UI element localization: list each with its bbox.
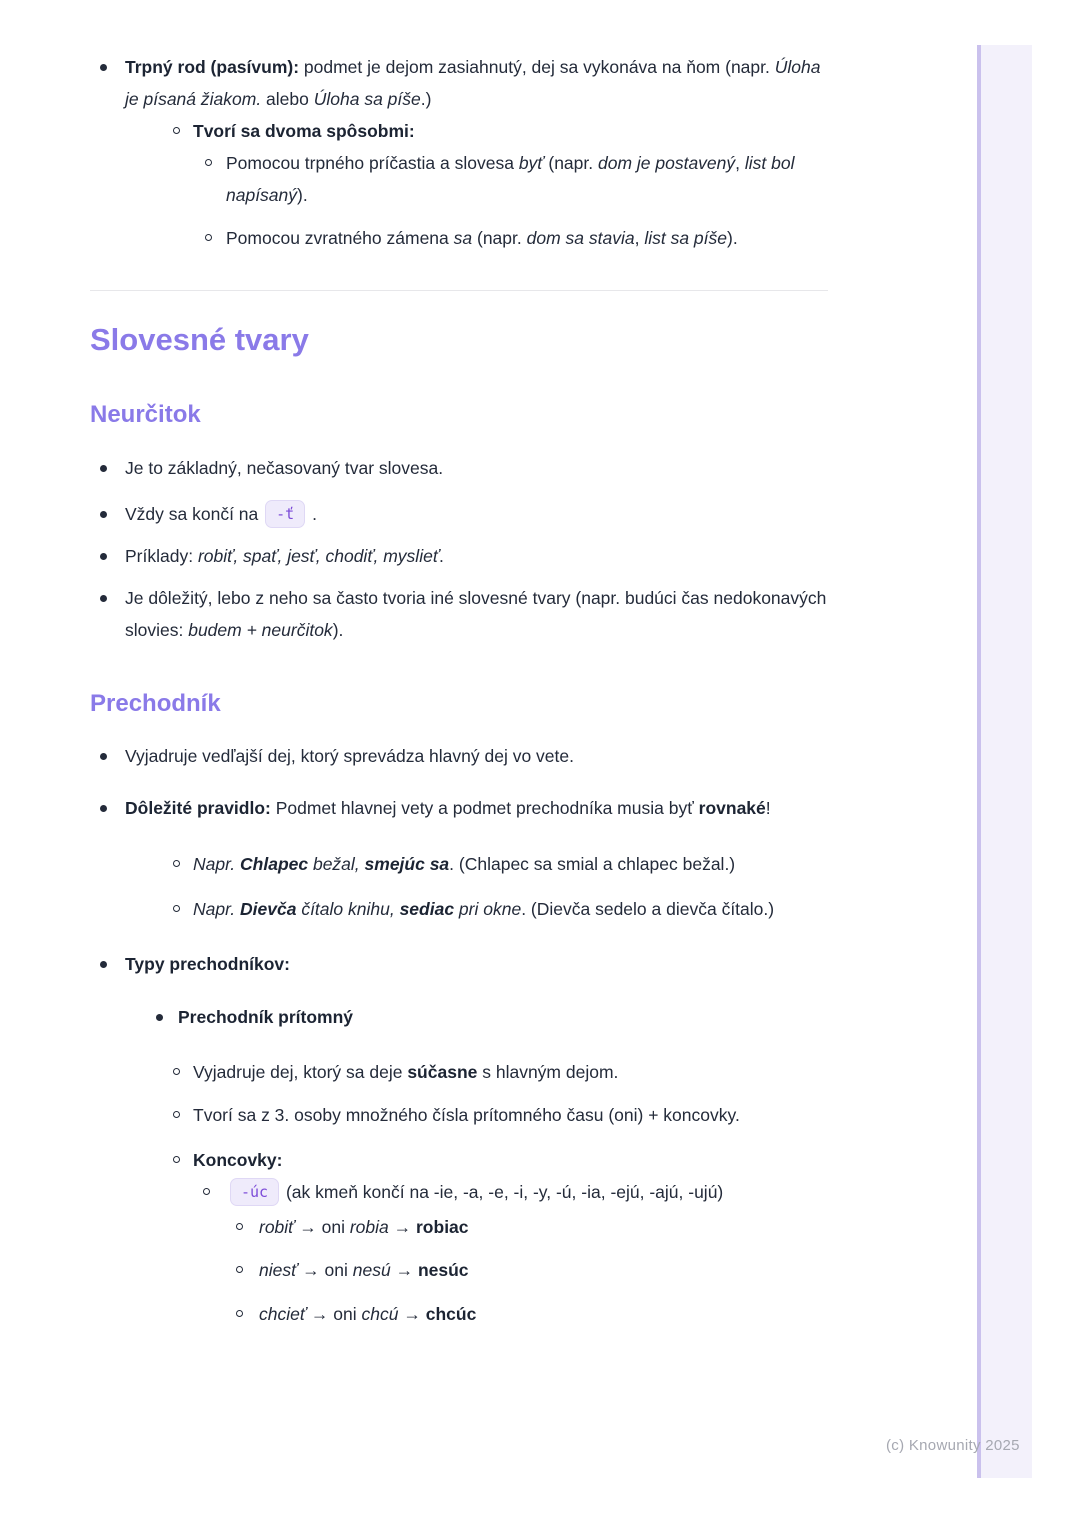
bullet-marker	[156, 1014, 163, 1021]
text-segment: . (Chlapec sa smial a chlapec bežal.)	[449, 854, 736, 874]
bullet-marker	[100, 961, 107, 968]
text-segment: .)	[420, 89, 432, 109]
text-segment: !	[765, 798, 771, 818]
text-segment: Prechodník prítomný	[178, 1007, 354, 1027]
bullet-tvori-sa	[90, 115, 828, 147]
bullet-dolezite-pravidlo	[90, 792, 828, 824]
bullet-je-dolezity	[90, 582, 828, 646]
section-divider	[90, 290, 828, 291]
text-segment: Chlapec	[240, 854, 309, 874]
text-segment: ,	[634, 228, 645, 248]
text-segment: s hlavným dejom.	[477, 1062, 619, 1082]
bullet-example-niest	[90, 1254, 828, 1286]
bullet-vzdy-konci	[90, 498, 828, 530]
bullet-marker	[173, 1111, 180, 1118]
text-segment: robiť	[259, 1217, 295, 1237]
bullet-pomocou-pricastia	[90, 147, 828, 211]
bullet-marker	[173, 905, 180, 912]
text-segment: .	[307, 504, 317, 524]
text-segment: Napr.	[193, 899, 241, 919]
text-segment: →	[388, 1217, 416, 1237]
text-segment: →	[398, 1304, 426, 1324]
text-segment: Trpný rod (pasívum):	[125, 57, 300, 77]
bullet-marker	[173, 860, 180, 867]
text-segment: → oni	[297, 1260, 353, 1280]
text-segment: dom sa stavia	[526, 228, 635, 248]
text-segment: budem + neurčitok	[188, 620, 333, 640]
text-segment: Typy prechodníkov:	[125, 954, 290, 974]
page-edge-bar	[977, 45, 1032, 1478]
text-segment: niesť	[259, 1260, 298, 1280]
text-segment: dom je postavený	[597, 153, 736, 173]
text-segment: Dôležité pravidlo:	[125, 798, 271, 818]
text-segment: súčasne	[407, 1062, 478, 1082]
text-segment: podmet je dejom zasiahnutý, dej sa vykonáva na ňom (napr.	[299, 57, 775, 77]
text-segment: Koncovky:	[193, 1150, 283, 1170]
text-segment: robiac	[416, 1217, 469, 1237]
document-body	[90, 0, 828, 1330]
text-segment: (ak kmeň končí na -ie, -a, -e, -i, -y, -ú, -ia, -ejú, -ajú, -ujú)	[281, 1182, 724, 1202]
bullet-napr-chlapec	[90, 848, 828, 880]
text-segment: Dievča	[240, 899, 297, 919]
text-segment: Vyjadruje vedľajší dej, ktorý sprevádza hlavný dej vo vete.	[125, 746, 574, 766]
text-segment: ).	[297, 185, 308, 205]
text-segment: Vždy sa končí na	[125, 504, 264, 524]
text-segment: bežal,	[308, 854, 365, 874]
text-segment: (napr.	[543, 153, 598, 173]
bullet-marker	[100, 465, 107, 472]
bullet-napr-dievca	[90, 893, 828, 925]
bullet-example-chciet	[90, 1298, 828, 1330]
bullet-marker	[236, 1310, 243, 1317]
watermark: (c) Knowunity 2025	[886, 1437, 1020, 1454]
text-segment: Je to základný, nečasovaný tvar slovesa.	[125, 458, 444, 478]
bullet-trpny-rod	[90, 51, 828, 115]
text-segment: list bol napísaný	[226, 153, 795, 205]
text-segment: sa	[453, 228, 473, 248]
bullet-pomocou-zamena	[90, 222, 828, 254]
text-segment: chcieť	[259, 1304, 307, 1324]
text-segment: nesú	[352, 1260, 391, 1280]
text-segment: . (Dievča sedelo a dievča čítalo.)	[521, 899, 775, 919]
inline-code-badge: -úc	[230, 1178, 279, 1206]
bullet-uc-ending	[90, 1176, 828, 1208]
text-segment: robiť, spať, jesť, chodiť, myslieť	[197, 546, 440, 566]
inline-code-badge: -ť	[265, 500, 305, 528]
bullet-marker	[203, 1188, 210, 1195]
text-segment: Úloha sa píše	[313, 89, 421, 109]
text-segment: robia	[349, 1217, 389, 1237]
bullet-vyjadruje-dej	[90, 1056, 828, 1088]
text-segment: sediac	[399, 899, 455, 919]
bullet-marker	[173, 1068, 180, 1075]
bullet-marker	[236, 1266, 243, 1273]
bullet-tvori-3osoby	[90, 1099, 828, 1131]
bullet-koncovky	[90, 1144, 828, 1176]
text-segment: Príklady:	[125, 546, 198, 566]
bullet-je-zakladny	[90, 452, 828, 484]
bullet-marker	[100, 553, 107, 560]
bullet-marker	[100, 595, 107, 602]
text-segment: ).	[332, 620, 344, 640]
text-segment: list sa píše	[644, 228, 727, 248]
text-segment: (napr.	[472, 228, 527, 248]
bullet-priklady	[90, 540, 828, 572]
text-segment: Tvorí sa dvoma spôsobmi:	[193, 121, 415, 141]
bullet-marker	[205, 234, 212, 241]
text-segment: nesúc	[417, 1260, 469, 1280]
page-title: Slovesné tvary	[90, 322, 309, 357]
text-segment: pri okne	[454, 899, 522, 919]
bullet-example-robit	[90, 1211, 828, 1243]
bullet-marker	[100, 805, 107, 812]
text-segment: ).	[727, 228, 738, 248]
text-segment: → oni	[294, 1217, 350, 1237]
text-segment: → oni	[306, 1304, 362, 1324]
text-segment: chcú	[361, 1304, 399, 1324]
bullet-marker	[100, 64, 107, 71]
text-segment: →	[390, 1260, 418, 1280]
text-segment: Pomocou zvratného zámena	[226, 228, 454, 248]
text-segment: Vyjadruje dej, ktorý sa deje	[193, 1062, 408, 1082]
text-segment: byť	[518, 153, 544, 173]
text-segment: Je dôležitý, lebo z neho sa často tvoria iné slovesné tvary (napr. budúci čas nedokonavých slovies:	[125, 588, 827, 640]
text-segment: Tvorí sa z 3. osoby množného čísla prítomného času (oni) + koncovky.	[193, 1105, 740, 1125]
bullet-marker	[100, 511, 107, 518]
bullet-vyjadruje-vedlajsi	[90, 740, 828, 772]
text-segment: .	[439, 546, 444, 566]
bullet-marker	[236, 1223, 243, 1230]
text-segment: smejúc sa	[364, 854, 450, 874]
bullet-marker	[173, 127, 180, 134]
bullet-typy-prechodnikov	[90, 948, 828, 980]
text-segment: ,	[735, 153, 745, 173]
bullet-marker	[205, 159, 212, 166]
text-segment: rovnaké	[698, 798, 766, 818]
text-segment: Napr.	[193, 854, 241, 874]
text-segment: Úloha je písaná žiakom.	[125, 57, 821, 109]
bullet-prechodnik-pritomny	[90, 1001, 828, 1033]
text-segment: čítalo knihu,	[296, 899, 400, 919]
section-title-prechodnik: Prechodník	[90, 690, 221, 717]
text-segment: chcúc	[425, 1304, 477, 1324]
text-segment: Podmet hlavnej vety a podmet prechodníka musia byť	[270, 798, 699, 818]
bullet-marker	[173, 1156, 180, 1163]
text-segment: alebo	[261, 89, 314, 109]
text-segment: Pomocou trpného príčastia a slovesa	[226, 153, 519, 173]
bullet-marker	[100, 753, 107, 760]
section-title-neurcitok: Neurčitok	[90, 401, 201, 428]
